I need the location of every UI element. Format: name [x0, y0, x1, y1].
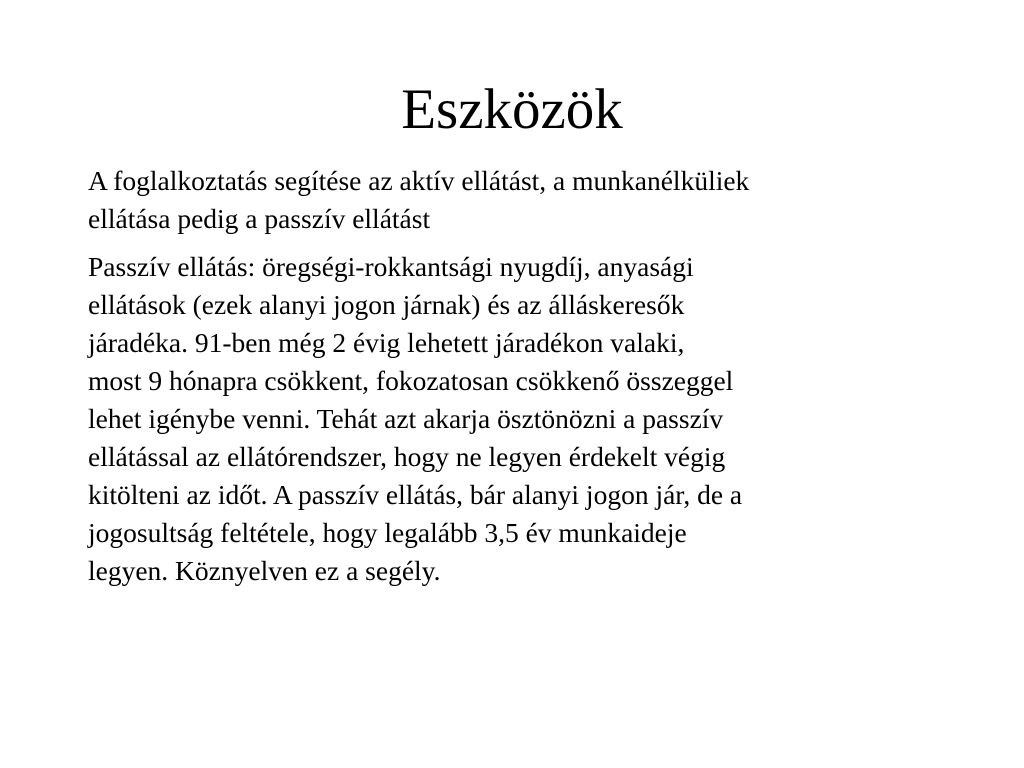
slide-title: Eszközök — [401, 78, 623, 141]
slide-body — [88, 162, 958, 600]
paragraph-line: jogosultság feltétele, hogy legalább 3,5 év munkaideje — [88, 517, 687, 548]
paragraph-passive-benefits — [88, 248, 958, 590]
paragraph-line: legyen. Köznyelven ez a segély. — [88, 555, 441, 586]
paragraph-line: járadéka. 91-ben még 2 évig lehetett járadékon valaki, — [88, 327, 685, 358]
paragraph-line: ellátása pedig a passzív ellátást — [88, 203, 431, 234]
paragraph-line: ellátással az ellátórendszer, hogy ne legyen érdekelt végig — [88, 441, 726, 472]
paragraph-line: Passzív ellátás: öregségi-rokkantsági nyugdíj, anyasági — [88, 251, 694, 282]
paragraph-line: kitölteni az időt. A passzív ellátás, bár alanyi jogon jár, de a — [88, 479, 743, 510]
paragraph-line: lehet igénybe venni. Tehát azt akarja ösztönözni a passzív — [88, 403, 724, 434]
paragraph-line: ellátások (ezek alanyi jogon járnak) és az álláskeresők — [88, 289, 685, 320]
paragraph-line: A foglalkoztatás segítése az aktív ellátást, a munkanélküliek — [88, 165, 750, 196]
paragraph-active-passive — [88, 162, 958, 238]
paragraph-line: most 9 hónapra csökkent, fokozatosan csökkenő összeggel — [88, 365, 734, 396]
